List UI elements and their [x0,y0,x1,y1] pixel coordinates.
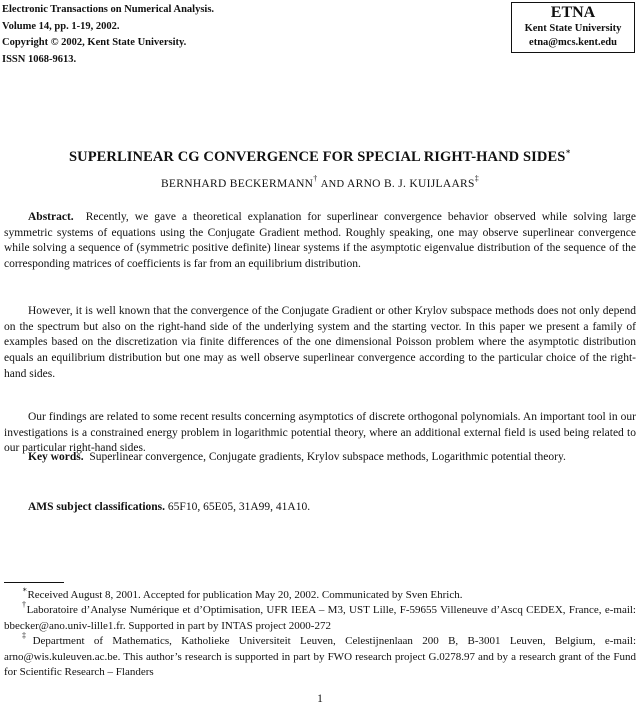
footnote-3-mark: ‡ [22,631,33,641]
footnote-1-mark: ∗ [22,585,28,595]
keywords [4,450,636,466]
author-1: BERNHARD BECKERMANN [160,178,314,190]
copyright-line: Copyright © 2002, Kent State University. [2,37,187,48]
etna-title: ETNA [550,4,596,21]
footnote-author-2 [4,631,636,681]
abstract-paragraph-1 [4,210,636,273]
page-number: 1 [317,693,323,705]
etna-box [511,2,635,53]
etna-email: etna@mcs.kent.edu [529,37,617,48]
footnote-author-1 [4,600,636,634]
abstract-paragraph-2: However, it is well known that the convergence of the Conjugate Gradient or other Krylov subspace methods does not only depend on the spectrum but also on the right-hand side of the underlying system and the starting vector. In this paper we present a family of examples based on the discretization via finite differences of the one dimensional Poisson problem where the asymptotic distribution equals an equilibrium distribution but one may as well observe superlinear convergence according to the particular choice of the right-hand sides. [4,305,636,380]
author-2-mark: ‡ [474,174,480,184]
author-2: ARNO B. J. KUIJLAARS [347,178,475,190]
footnote-3-text: Department of Mathematics, Katholieke Universiteit Leuven, Celestijnenlaan 200 B, B-3001 Leuven, Belgium, e-mail: arno@wis.kuleuven.ac.be. This author’s research is supported in part by FWO research project G.0278.97 and by a research grant of the Fund for Scientific Research – Flanders [4,635,636,678]
ams-text: 65F10, 65E05, 31A99, 41A10. [167,501,311,513]
abstract-paragraph-3: Our findings are related to some recent results concerning asymptotics of discrete orthogonal polynomials. An important tool in our investigations is a constrained energy problem in logarithmic potential theory, where an additional external field is used being related to our particular right-hand sides. [4,411,636,455]
issn-line: ISSN 1068-9613. [2,53,77,65]
abstract-paragraph-1-text: Recently, we gave a theoretical explanation for superlinear convergence behavior observed while solving large symmetric systems of equations using the Conjugate Gradient method. Roughly speaking, one may observe superlinear convergence while solving a sequence of (symmetric positive definite) linear systems if the asymptotic eigenvalue distribution of the sequence of the corresponding matrices of coefficients is far from an equilibrium distribution. [4,211,637,271]
title-footnote-mark: ∗ [565,147,572,157]
journal-header [2,2,214,68]
etna-institution: Kent State University [524,23,622,34]
volume-info: Volume 14, pp. 1-19, 2002. [2,20,120,32]
footnote-2-mark: † [22,600,27,610]
ams-label: AMS subject classifications. [28,501,166,513]
paper-title [0,149,640,166]
keywords-label: Key words. [28,451,84,463]
author-1-mark: † [313,174,318,184]
footnote-divider [4,582,64,583]
footnote-1-text: Received August 8, 2001. Accepted for publication May 20, 2002. Communicated by Sven Ehrich. [27,589,463,601]
paper-authors [0,174,640,190]
footnote-2-text: Laboratoire d’Analyse Numérique et d’Optimisation, UFR IEEA – M3, UST Lille, F-59655 Villeneuve d’Ascq CEDEX, France, e-mail: bbecker@ano.univ-lille1.fr. Supported in part by INTAS project 2000-272 [4,604,636,632]
ams-classifications [4,500,636,516]
journal-name: Electronic Transactions on Numerical Analysis. [2,4,215,15]
abstract-label: Abstract. [28,211,74,223]
keywords-text: Superlinear convergence, Conjugate gradients, Krylov subspace methods, Logarithmic potential theory. [89,451,566,463]
footnote-received [4,585,636,604]
author-joiner: AND [320,179,345,190]
paper-title-text: SUPERLINEAR CG CONVERGENCE FOR SPECIAL RIGHT-HAND SIDES [68,149,566,165]
